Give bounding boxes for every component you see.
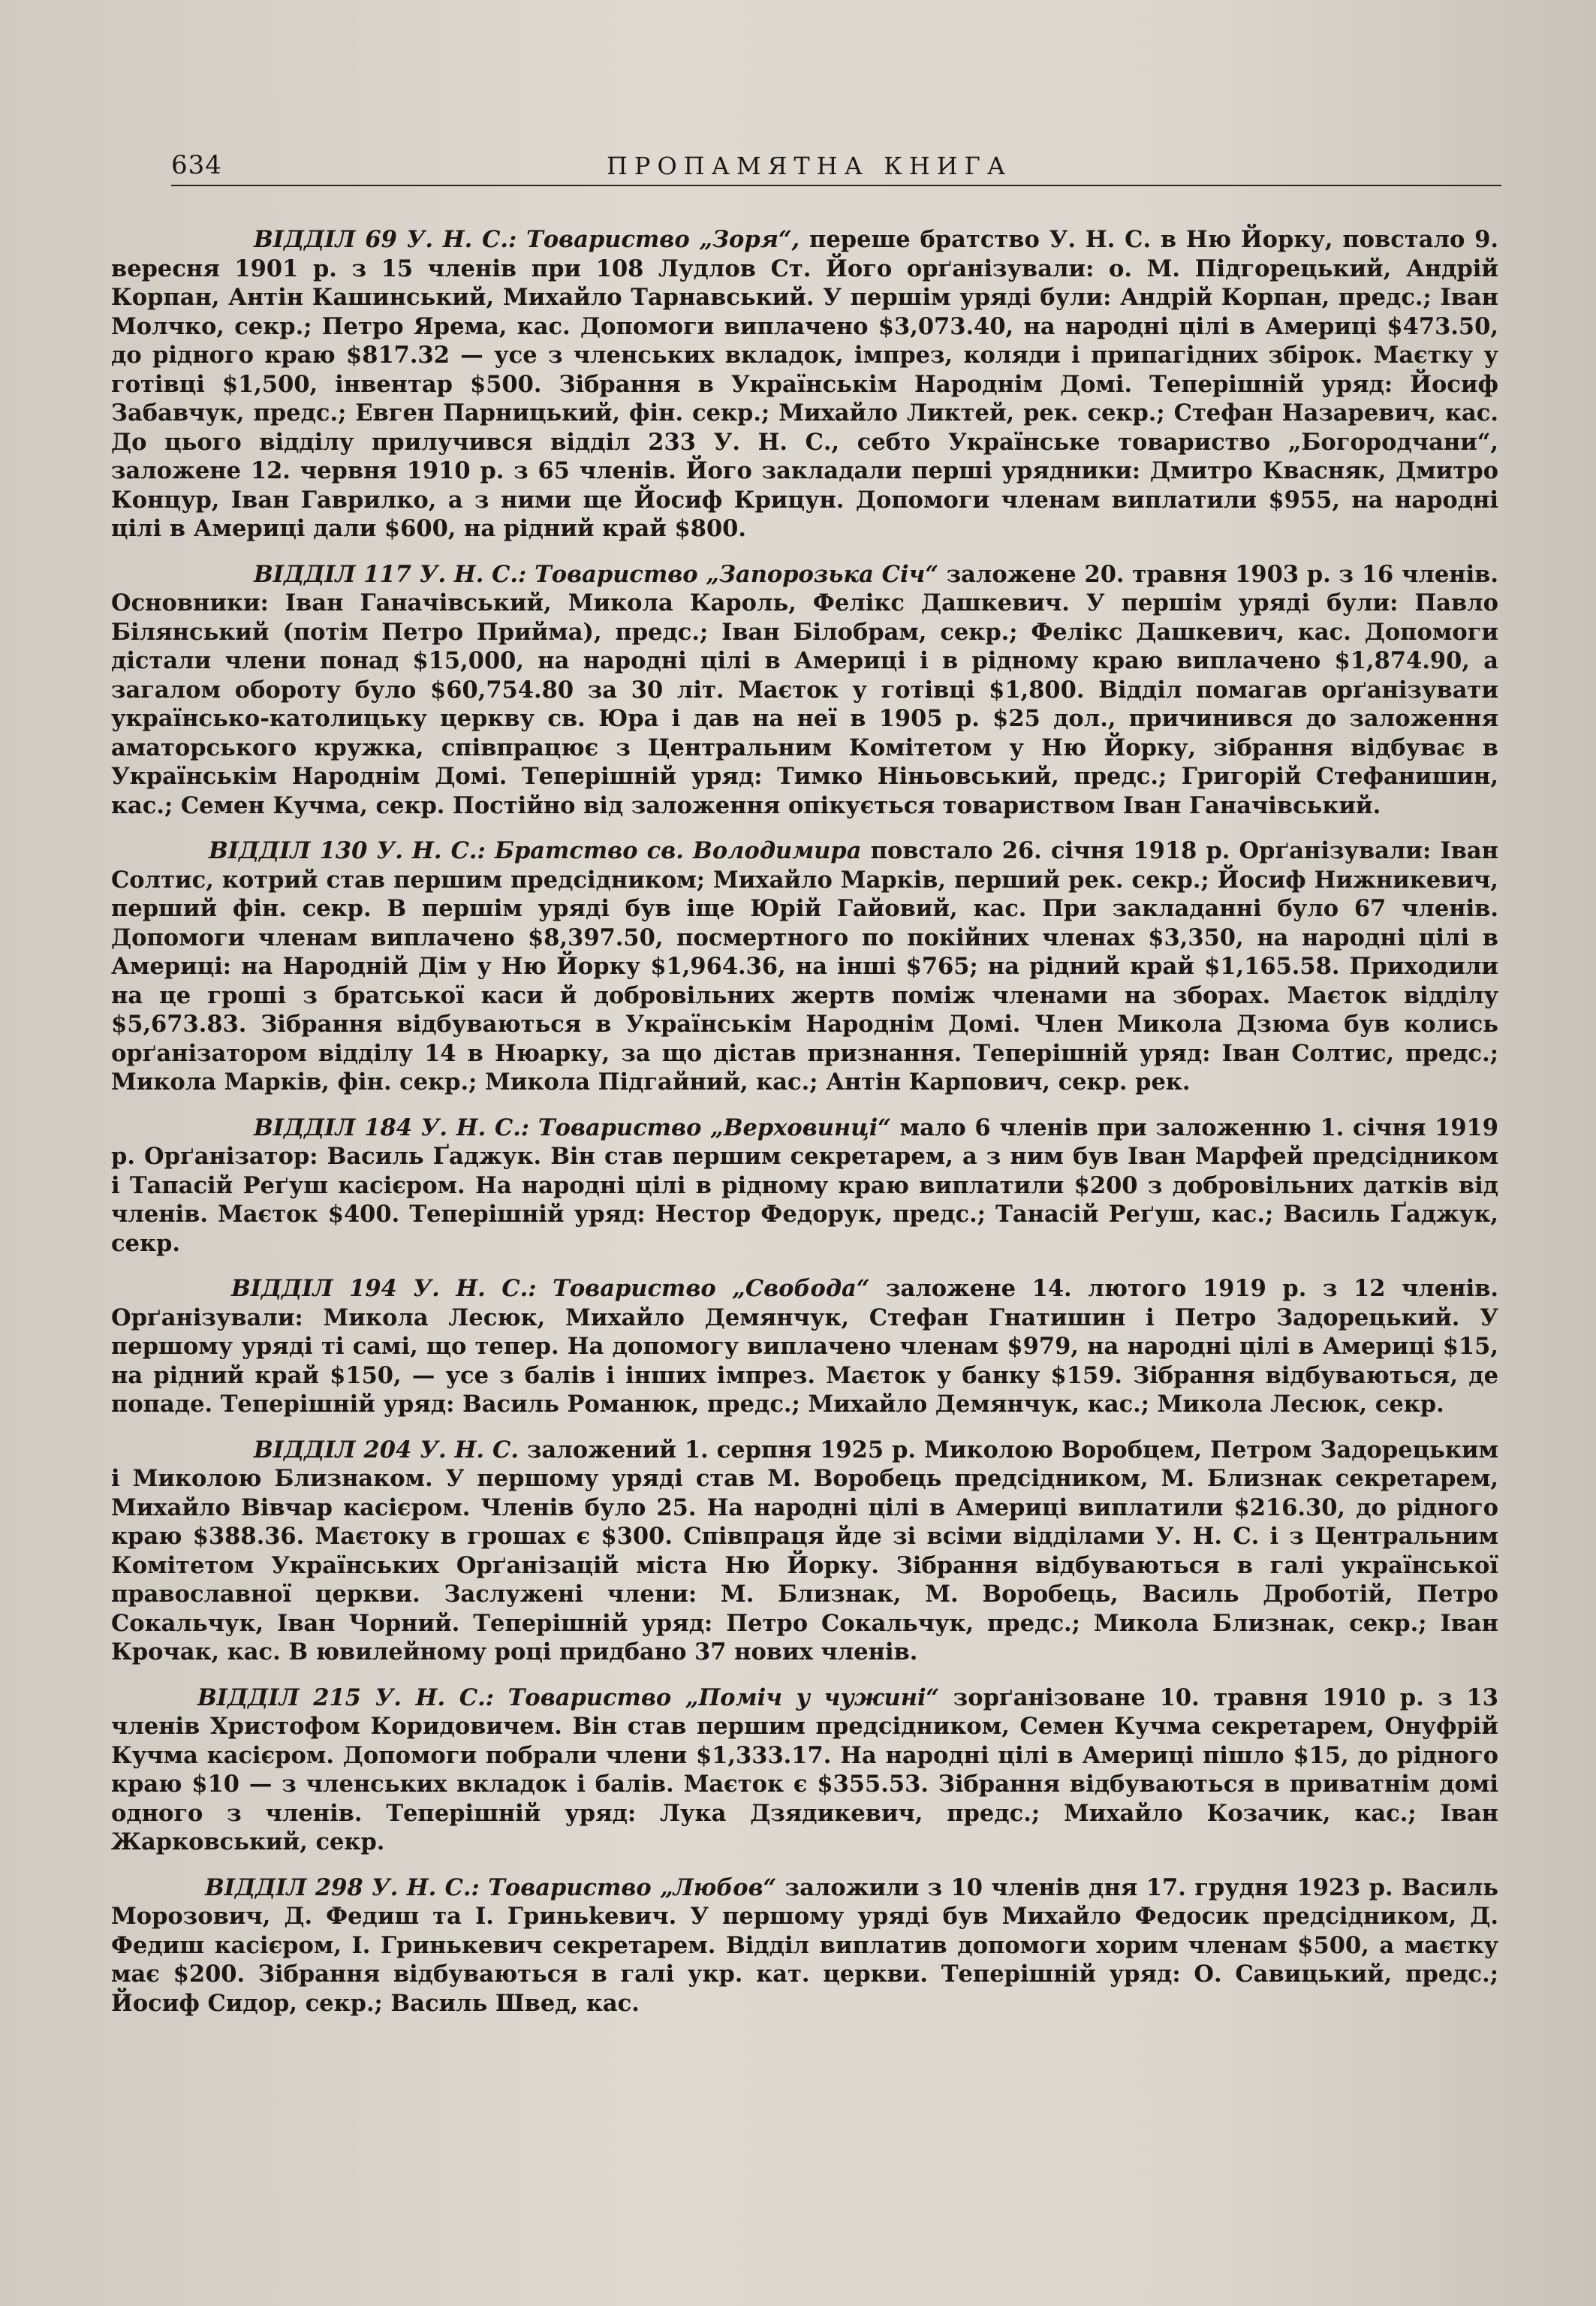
entry-branch-204 bbox=[111, 1436, 1498, 1667]
entry-text: переше братство У. Н. С. в Ню Йорку, повстало 9. вересня 1901 р. з 15 членів при 108 Лудлов Ст. Його орґанізували: о. М. Підгорецький, Андрій Корпан, Антін Кашинський, Михайло Тарнавський. У першім уряді були: Андрій Корпан, предс.; Іван Молчко, секр.; Петро Ярема, кас. Допомоги виплачено $3,073.40, на народні цілі в Америці $473.50, до рідного краю $817.32 — усе з членських вкладок, імпрез, коляди і припагідних збірок. Маєтку у готівці $1,500, інвентар $500. Зібрання в Українськім Народнім Домі. Теперішній уряд: Йосиф Забавчук, предс.; Евген Парницький, фін. секр.; Михайло Ликтей, рек. секр.; Стефан Назаревич, кас. До цього відділу прилучився відділ 233 У. Н. С., себто Українське товариство „Богородчани“, заложене 12. червня 1910 р. з 65 членів. Його закладали перші урядники: Дмитро Квасняк, Дмитро Концур, Іван Гаврилко, а з ними ще Йосиф Крицун. Допомоги членам виплатили $955, на народні цілі в Америці дали $600, на рідний край $800. bbox=[111, 226, 1498, 542]
entry-branch-215 bbox=[111, 1684, 1498, 1857]
entry-text: заложений 1. серпня 1925 р. Миколою Воробцем, Петром Задорецьким і Миколою Близнаком. У першому уряді став М. Воробець предсідником, М. Близнак секретарем, Михайло Вівчар касієром. Членів було 25. На народні цілі в Америці виплатили $216.30, до рідного краю $388.36. Маєтоку в грошах є $300. Співпраця йде зі всіми відділами У. Н. С. і з Центральним Комітетом Українських Орґанізацій міста Ню Йорку. Зібрання відбуваються в галі української православної церкви. Заслужені члени: М. Близнак, М. Воробець, Василь Дроботій, Петро Сокальчук, Іван Чорний. Теперішній уряд: Петро Сокальчук, предс.; Микола Близнак, секр.; Іван Крочак, кас. В ювилейному році придбано 37 нових членів. bbox=[111, 1436, 1498, 1665]
entry-text: заложили з 10 членів дня 17. грудня 1923 р. Василь Морозович, Д. Федиш та І. Гриньkевич. У першому уряді був Михайло Федосик предсідником, Д. Федиш касієром, І. Гринькевич секретарем. Відділ виплатив допомоги хорим членам $500, а маєтку має $200. Зібрання відбуваються в галі укр. кат. церкви. Теперішній уряд: О. Савицький, предс.; Йосиф Сидор, секр.; Василь Швед, кас. bbox=[111, 1873, 1498, 2017]
page-number: 634 bbox=[171, 150, 222, 180]
entry-lead: ВІДДІЛ 215 У. Н. С.: Товариство „Поміч у чужині“ bbox=[197, 1684, 940, 1711]
page-header bbox=[171, 143, 1501, 186]
entry-lead: ВІДДІЛ 184 У. Н. С.: Товариство „Верховинці“ bbox=[254, 1114, 891, 1141]
running-title: ПРОПАМЯТНА КНИГА bbox=[607, 152, 1013, 180]
entry-branch-194 bbox=[111, 1274, 1498, 1419]
entry-lead: ВІДДІЛ 204 У. Н. С. bbox=[254, 1436, 519, 1463]
entry-branch-69 bbox=[111, 225, 1498, 544]
entry-text: зорґанізоване 10. травня 1910 р. з 13 членів Христофом Коридовичем. Він став першим предсідником, Семен Кучма секретарем, Онуфрій Кучма касієром. Допомоги побрали члени $1,333.17. На народні цілі в Америці пішло $15, до рідного краю $10 — з членських вкладок і балів. Маєток є $355.53. Зібрання відбуваються в приватнім домі одного з членів. Теперішній уряд: Лука Дзядикевич, предс.; Михайло Козачик, кас.; Іван Жарковський, секр. bbox=[111, 1684, 1499, 1855]
entry-text: заложене 20. травня 1903 р. з 16 членів. Основники: Іван Ганачівський, Микола Кароль, Фелікс Дашкевич. У першім уряді були: Павло Білянський (потім Петро Прийма), предс.; Іван Білобрам, секр.; Фелікс Дашкевич, кас. Допомоги дістали члени понад $15,000, на народні цілі в Америці і в рідному краю виплачено $1,874.90, а загалом обороту було $60,754.80 за 30 літ. Маєток у готівці $1,800. Відділ помагав орґанізувати українсько-католицьку церкву св. Юра і дав на неї в 1905 р. $25 дол., причинився до заложення аматорського кружка, співпрацює з Центральним Комітетом у Ню Йорку, зібрання відбуває в Українськім Народнім Домі. Теперішній уряд: Тимко Ніньовський, предс.; Григорій Стефанишин, кас.; Семен Кучма, секр. Постійно від заложення опікується товариством Іван Ганачівський. bbox=[111, 560, 1498, 819]
entry-text: повстало 26. січня 1918 р. Орґанізували: Іван Солтис, котрий став першим предсідником; Михайло Марків, перший рек. секр.; Йосиф Нижникевич, перший фін. секр. В першім уряді був іще Юрій Гайовий, кас. При закладанні було 67 членів. Допомоги членам виплачено $8,397.50, посмертного по покійних членах $3,350, на народні цілі в Америці: на Народній Дім у Ню Йорку $1,964.36, на інші $765; на рідний край $1,165.58. Приходили на це гроші з братської каси й добровільних жертв поміж членами на зборах. Маєток відділу $5,673.83. Зібрання відбуваються в Українськім Народнім Домі. Член Микола Дзюма був колись орґанізатором відділу 14 в Нюарку, за що дістав признання. Теперішній уряд: Іван Солтис, предс.; Микола Марків, фін. секр.; Микола Підгайний, кас.; Антін Карпович, секр. рек. bbox=[111, 837, 1498, 1096]
entry-branch-298 bbox=[111, 1873, 1498, 2018]
entry-branch-184 bbox=[111, 1114, 1498, 1259]
entry-text: мало 6 членів при заложенню 1. січня 1919 р. Орґанізатор: Василь Ґаджук. Він став першим секретарем, а з ним був Іван Марфей предсідником і Тапасій Реґуш касієром. На народні цілі в рідному краю виплатили $200 з добровільних датків від членів. Маєток $400. Теперішній уряд: Нестор Федорук, предс.; Танасій Реґуш, кас.; Василь Ґаджук, секр. bbox=[111, 1114, 1498, 1257]
entry-lead: ВІДДІЛ 194 У. Н. С.: Товариство „Свобода“ bbox=[231, 1275, 870, 1302]
entry-lead: ВІДДІЛ 298 У. Н. С.: Товариство „Любов“ bbox=[205, 1873, 777, 1901]
entry-branch-117 bbox=[111, 560, 1498, 821]
entry-lead: ВІДДІЛ 130 У. Н. С.: Братство св. Володимира bbox=[209, 837, 862, 864]
entry-branch-130 bbox=[111, 836, 1498, 1097]
entry-text: заложене 14. лютого 1919 р. з 12 членів. Орґанізували: Микола Лесюк, Михайло Демянчук, Стефан Гнатишин і Петро Задорецький. У першому уряді ті самі, що тепер. На допомогу виплачено членам $979, на народні цілі в Америці $15, на рідний край $150, — усе з балів і інших імпрез. Маєток у банку $159. Зібрання відбуваються, де попаде. Теперішній уряд: Василь Романюк, предс.; Михайло Демянчук, кас.; Микола Лесюк, секр. bbox=[111, 1275, 1499, 1418]
page-body bbox=[111, 225, 1498, 2034]
entry-lead: ВІДДІЛ 117 У. Н. С.: Товариство „Запорозька Січ“ bbox=[254, 560, 938, 588]
entry-lead: ВІДДІЛ 69 У. Н. С.: Товариство „Зоря“, bbox=[254, 226, 800, 253]
